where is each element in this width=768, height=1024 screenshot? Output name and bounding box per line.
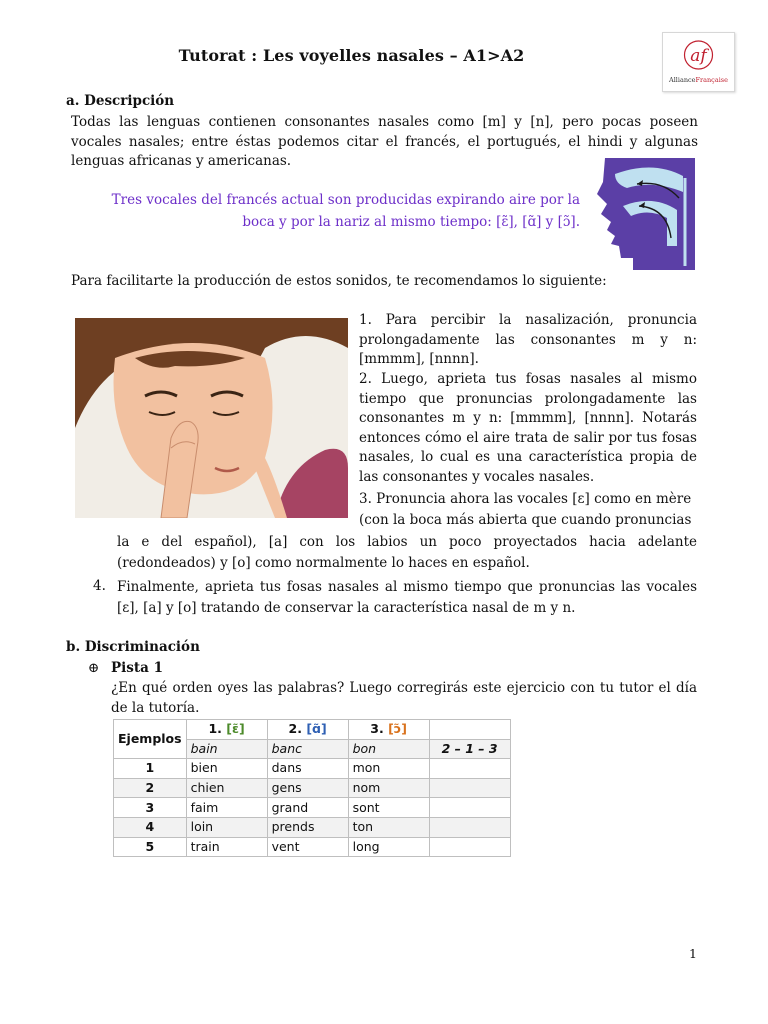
table-cell: dans	[267, 759, 348, 779]
answer-cell[interactable]	[429, 759, 510, 779]
intro-paragraph: Todas las lenguas contienen consonantes nasales como [m] y [n], pero pocas poseen vocales nasales; entre éstas podemos citar el francés, el portugués, el hindi y algunas lenguas africanas y americanas.	[71, 114, 698, 170]
table-cell: prends	[267, 817, 348, 837]
row-number: 3	[114, 798, 187, 818]
row-number: 1	[114, 759, 187, 779]
answer-header	[429, 720, 510, 740]
nasal-airflow-diagram	[593, 158, 695, 270]
bullet-icon: ⊕	[88, 660, 100, 676]
example-word-2: banc	[267, 739, 348, 759]
ejemplos-label: Ejemplos	[114, 720, 187, 759]
answer-cell[interactable]	[429, 817, 510, 837]
person-pinching-nose-illustration	[75, 318, 348, 518]
alliance-francaise-logo	[662, 32, 735, 92]
step-3-line-2: (con la boca más abierta que cuando pronuncias	[359, 512, 692, 528]
table-cell: mon	[348, 759, 429, 779]
discrimination-table	[113, 719, 511, 857]
section-b-heading: b. Discriminación	[66, 639, 200, 655]
highlight-line-1: Tres vocales del francés actual son producidas expirando aire por la	[111, 192, 580, 208]
column-header-3: 3. [ɔ̃]	[348, 720, 429, 740]
table-cell: bien	[186, 759, 267, 779]
pista-question: ¿En qué orden oyes las palabras? Luego corregirás este ejercicio con tu tutor el día de la tutoría.	[111, 680, 697, 716]
column-header-2: 2. [ɑ̃]	[267, 720, 348, 740]
table-cell: gens	[267, 778, 348, 798]
row-number: 5	[114, 837, 187, 857]
table-cell: nom	[348, 778, 429, 798]
example-word-3: bon	[348, 739, 429, 759]
page-title: Tutorat : Les voyelles nasales – A1>A2	[178, 46, 525, 65]
section-a-heading: a. Descripción	[66, 93, 175, 109]
table-cell: chien	[186, 778, 267, 798]
logo-brand-alliance: Alliance	[669, 76, 696, 84]
pista-title: Pista 1	[111, 660, 163, 676]
table-cell: sont	[348, 798, 429, 818]
highlight-line-2: boca y por la nariz al mismo tiempo: [ɛ̃], [ɑ̃] y [ɔ̃].	[242, 214, 580, 230]
step-2: 2. Luego, aprieta tus fosas nasales al mismo tiempo que pronuncias prolongadamente las consonantes m y n: [mmmm], [nnnn]. Notarás entonces cómo el aire trata de salir por tus fosas nasales, lo cual es una característica propia de las consonantes y vocales nasales.	[359, 371, 697, 485]
table-cell: train	[186, 837, 267, 857]
step-3-line-1: 3. Pronuncia ahora las vocales [ɛ] como en mère	[359, 491, 692, 507]
table-cell: ton	[348, 817, 429, 837]
step-1: 1. Para percibir la nasalización, pronuncia prolongadamente las consonantes m y n: [mmmm], [nnnn].	[359, 312, 697, 368]
svg-text:af: af	[690, 46, 707, 66]
logo-brand-francaise: Française	[695, 76, 728, 84]
step-3-continuation: la e del español), [a] con los labios un poco proyectados hacia adelante (redondeados) y [o] como normalmente lo haces en español.	[117, 534, 697, 571]
table-cell: loin	[186, 817, 267, 837]
table-cell: grand	[267, 798, 348, 818]
table-cell: vent	[267, 837, 348, 857]
row-number: 2	[114, 778, 187, 798]
example-answer: 2 – 1 – 3	[429, 739, 510, 759]
example-word-1: bain	[186, 739, 267, 759]
page-number: 1	[689, 946, 697, 961]
column-header-1: 1. [ɛ̃]	[186, 720, 267, 740]
table-cell: long	[348, 837, 429, 857]
answer-cell[interactable]	[429, 778, 510, 798]
answer-cell[interactable]	[429, 798, 510, 818]
row-number: 4	[114, 817, 187, 837]
answer-cell[interactable]	[429, 837, 510, 857]
recommend-text: Para facilitarte la producción de estos sonidos, te recomendamos lo siguiente:	[71, 273, 607, 289]
table-cell: faim	[186, 798, 267, 818]
step-4-number: 4.	[93, 578, 106, 594]
step-4: Finalmente, aprieta tus fosas nasales al mismo tiempo que pronuncias las vocales [ɛ], [a] y [o] tratando de conservar la característica nasal de m y n.	[117, 579, 697, 616]
